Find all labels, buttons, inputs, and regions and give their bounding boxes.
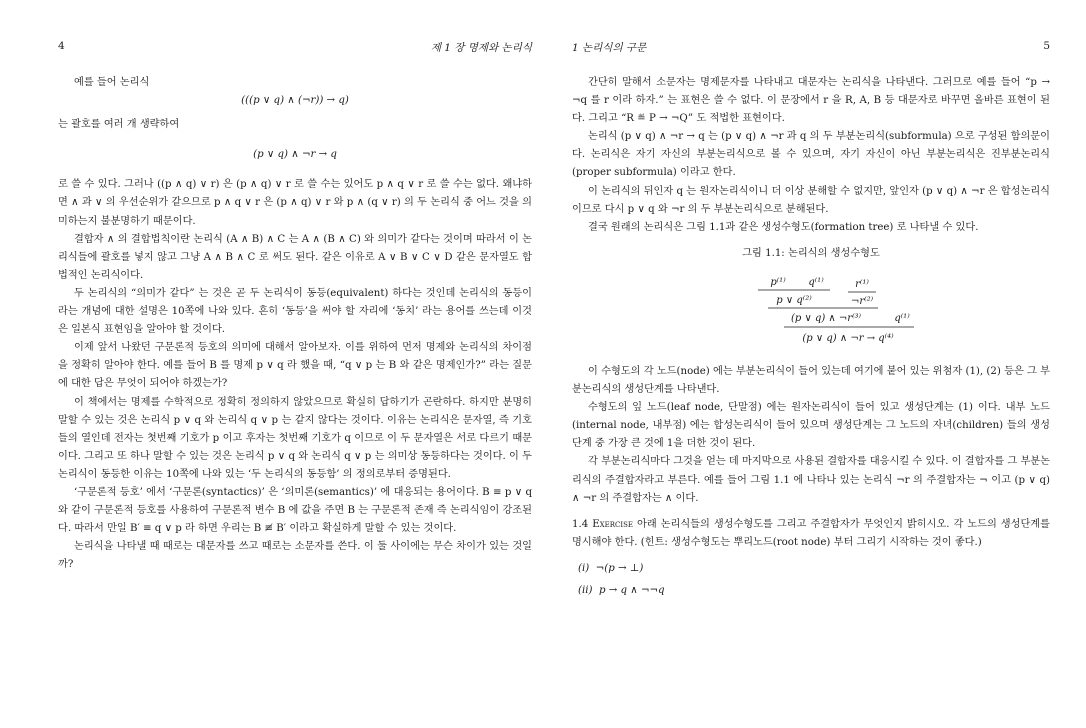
paragraph: 는 괄호를 여러 개 생략하여 bbox=[58, 119, 180, 131]
formation-tree-figure bbox=[572, 273, 1050, 363]
paragraph: ‘구문론적 등호’ 에서 ‘구문론(syntactics)’ 은 ‘의미론(semantics)’ 에 대응되는 용어이다. B ≡ p ∨ q 와 같이 구문론적 등호를 사용하여 구문론적 변수 B 에 값을 주면 B 는 구문론적 존재 즉 논리식임이 강조된다. 따라서 만일 B′ ≡ q ∨ p 라 하면 우리는 B ≢ B′ 이라고 확실하게 말할 수 있는 것이다. bbox=[58, 486, 532, 535]
exercise-item bbox=[578, 560, 1050, 578]
left-page-header bbox=[58, 40, 532, 60]
formation-tree-svg bbox=[572, 273, 1050, 363]
paragraph: 간단히 말해서 소문자는 명제문자를 나타내고 대문자는 논리식을 나타낸다. 그러므로 예를 들어 “p → ¬q 를 r 이라 하자.” 는 표현은 쓸 수 없다. 이 문장에서 r 을 R, A, B 등 대문자로 바꾸면 올바른 표현이 된다. 그리고 “R ≝ P → ¬Q” 도 적법한 표현이다. bbox=[572, 77, 1050, 125]
paragraph: 예를 들어 논리식 bbox=[74, 77, 150, 88]
tree-node-r1: r⁽¹⁾ bbox=[855, 278, 869, 290]
exercise-item-label: (i) bbox=[578, 562, 590, 574]
tree-node-nr2: ¬r⁽²⁾ bbox=[850, 295, 874, 307]
paragraph: 이제 앞서 나왔던 구문론적 등호의 의미에 대해서 알아보자. 이를 위하여 먼저 명제와 논리식의 차이점을 정확히 알아야 한다. 예를 들어 B 를 명제 p ∨ q 라 했을 때, “q ∨ p 는 B 와 같은 명제인가?” 라는 질문에 대한 답은 무엇이 되어야 하겠는가? bbox=[58, 342, 532, 390]
figure-caption: 그림 1.1: 논리식의 생성수형도 bbox=[742, 247, 880, 259]
paragraph: 이 논리식의 뒤인자 q 는 원자논리식이니 더 이상 분해할 수 없지만, 앞인자 (p ∨ q) ∧ ¬r 은 합성논리식이므로 다시 p ∨ q 와 ¬r 의 두 부분논리식으로 분해된다. bbox=[572, 185, 1050, 215]
right-running-head: 1 논리식의 구문 bbox=[572, 42, 647, 54]
paragraph: 각 부분논리식마다 그것을 얻는 데 마지막으로 사용된 결합자를 대응시킬 수 있다. 이 결합자를 그 부분논리식의 주결합자라고 부른다. 예를 들어 그림 1.1 에 나타나 있는 논리식 ¬r 의 주결합자는 ¬ 이고 (p ∨ q) ∧ ¬r 의 주결합자는 ∧ 이다. bbox=[572, 456, 1050, 504]
paragraph: 이 책에서는 명제를 수학적으로 정확히 정의하지 않았으므로 확실히 답하기가 곤란하다. 하지만 분명히 말할 수 있는 것은 논리식 p ∨ q 와 논리식 q ∨ p 는 같지 않다는 것이다. 이유는 논리식은 문자열, 즉 기호들의 열인데 전자는 첫번째 기호가 p 이고 후자는 첫번째 기호가 q 이므로 이 두 문자열은 서로 다르기 때문이다. 그리고 또 하나 말할 수 있는 것은 논리식 p ∨ q 와 논리식 q ∨ p 는 의미상 동등하다는 것이다. 이 두 논리식이 동등한 이유는 10쪽에 나와 있는 ‘두 논리식의 동등함’ 의 정의로부터 증명된다. bbox=[58, 396, 532, 480]
display-formula: (((p ∨ q) ∧ (¬r)) → q) bbox=[241, 95, 349, 107]
paragraph: 논리식 (p ∨ q) ∧ ¬r → q 는 (p ∨ q) ∧ ¬r 과 q 의 두 부분논리식(subformula) 으로 구성된 함의문이다. 논리식은 자기 자신의 부분논리식으로 볼 수 있으며, 자기 자신이 아닌 부분논리식은 진부분논리식(proper subformula) 이라고 한다. bbox=[572, 131, 1050, 179]
exercise-label: Exercise bbox=[592, 518, 634, 530]
left-page bbox=[58, 0, 532, 728]
exercise-item-formula: p → q ∧ ¬¬q bbox=[598, 584, 665, 596]
paragraph: 이 수형도의 각 노드(node) 에는 부분논리식이 들어 있는데 여기에 붙어 있는 위첨자 (1), (2) 등은 그 부분논리식의 생성단계를 나타낸다. bbox=[572, 365, 1050, 396]
tree-node-q1a: q⁽¹⁾ bbox=[808, 276, 824, 288]
left-page-body bbox=[58, 74, 532, 574]
paragraph: 로 쓸 수 있다. 그러나 ((p ∧ q) ∨ r) 은 (p ∧ q) ∨ r 로 쓸 수는 있어도 p ∧ q ∨ r 로 쓸 수는 없다. 왜냐하면 ∧ 과 ∨ 의 우선순위가 같으므로 p ∧ q ∨ r 은 (p ∧ q) ∨ r 와 p ∧ (q ∨ r) 의 두 논리식 중 어느 것을 의미하는지 불분명하기 때문이다. bbox=[58, 179, 532, 227]
tree-node-pq2: p ∨ q⁽²⁾ bbox=[776, 294, 812, 306]
paragraph: 논리식을 나타낼 때 때로는 대문자를 쓰고 때로는 소문자를 쓴다. 이 둘 사이에는 무슨 차이가 있는 것일까? bbox=[58, 541, 532, 571]
tree-node-conj3: (p ∨ q) ∧ ¬r⁽³⁾ bbox=[790, 312, 862, 324]
left-running-head: 제 1 장 명제와 논리식 bbox=[430, 42, 532, 54]
tree-node-p1: p⁽¹⁾ bbox=[770, 276, 786, 288]
right-page-header bbox=[572, 40, 1050, 60]
paragraph: 수형도의 잎 노드(leaf node, 단말점) 에는 원자논리식이 들어 있고 생성단계는 (1) 이다. 내부 노드(internal node, 내부점) 에는 합성논리식이 들어 있으며 생성단계는 그 노드의 자녀(children) 들의 생성단계 중 가장 큰 것에 1을 더한 것이 된다. bbox=[572, 402, 1050, 450]
exercise-number: 1.4 bbox=[572, 518, 589, 530]
display-formula: (p ∨ q) ∧ ¬r → q bbox=[253, 149, 337, 161]
right-page-body bbox=[572, 74, 1050, 600]
exercise-text bbox=[572, 516, 1050, 552]
exercise-item bbox=[578, 582, 1050, 600]
exercise-block bbox=[572, 516, 1050, 600]
left-page-number: 4 bbox=[58, 40, 65, 52]
right-page-number: 5 bbox=[1043, 40, 1050, 52]
exercise-item-label: (ii) bbox=[578, 584, 593, 596]
paragraph: 결국 원래의 논리식은 그림 1.1과 같은 생성수형도(formation tree) 로 나타낼 수 있다. bbox=[588, 221, 979, 233]
tree-node-q1b: q⁽¹⁾ bbox=[894, 312, 910, 324]
exercise-body: 아래 논리식들의 생성수형도를 그리고 주결합자가 무엇인지 밝히시오. 각 노드의 생성단계를 명시해야 한다. (힌트: 생성수형도는 뿌리노드(root node) 부터 그리기 시작하는 것이 좋다.) bbox=[572, 518, 1050, 548]
tree-node-root4: (p ∨ q) ∧ ¬r → q⁽⁴⁾ bbox=[802, 332, 894, 344]
paragraph: 결합자 ∧ 의 결합법칙이란 논리식 (A ∧ B) ∧ C 는 A ∧ (B ∧ C) 와 의미가 같다는 것이며 따라서 이 논리식들에 괄호를 넣지 않고 그냥 A ∧ B ∧ C 로 써도 된다. 같은 이유로 A ∨ B ∨ C ∨ D 같은 문자열도 합법적인 논리식이다. bbox=[58, 233, 532, 281]
exercise-item-formula: ¬(p → ⊥) bbox=[595, 562, 644, 574]
paragraph: 두 논리식의 “의미가 같다” 는 것은 곧 두 논리식이 동등(equivalent) 하다는 것인데 논리식의 동등이라는 개념에 대한 설명은 10쪽에 나와 있다. 흔히 ‘동등’을 써야 할 자리에 ‘동치’ 라는 용어를 쓰는데 이것은 일본식 표현임을 알아야 할 것이다. bbox=[58, 287, 532, 336]
right-page bbox=[572, 0, 1050, 728]
